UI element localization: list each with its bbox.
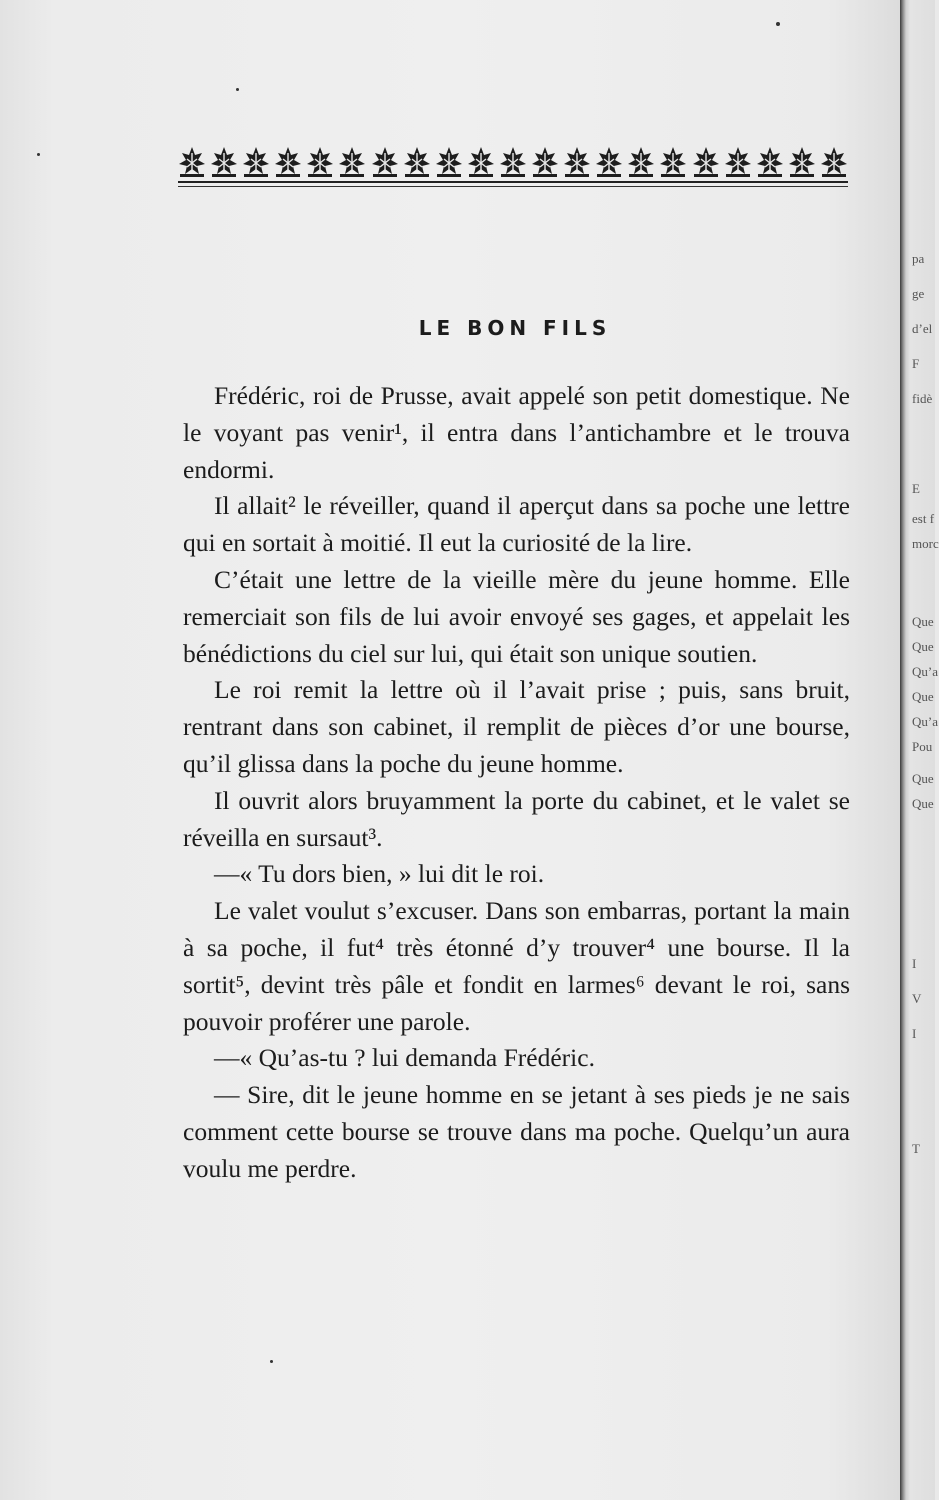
palmette-ornament-icon	[435, 145, 463, 179]
facing-page-fragment: F	[912, 356, 920, 371]
paragraph: Il allait² le réveiller, quand il aperçut dans sa poche une lettre qui en sortait à moitié. Il eut la curiosité de la lire.	[183, 491, 850, 558]
palmette-ornament-icon	[659, 145, 687, 179]
palmette-ornament-icon	[306, 145, 334, 179]
facing-page-fragment: I	[912, 956, 917, 971]
facing-page-fragment: Que	[912, 639, 934, 654]
header-rule-thin	[178, 186, 848, 187]
facing-page-fragment: Que	[912, 796, 934, 811]
palmette-ornament-icon	[820, 145, 848, 179]
print-speck	[776, 22, 780, 26]
paragraph: Le valet voulut s’excuser. Dans son embarras, portant la main à sa poche, il fut⁴ très étonné d’y trouver⁴ une bourse. Il la sortit⁵, devint très pâle et fondit en larmes⁶ devant le roi, sans pouvoir proférer une parole.	[183, 896, 850, 1036]
paragraph: C’était une lettre de la vieille mère du jeune homme. Elle remerciait son fils de lui avoir envoyé ses gages, et appelait les bénédictions du ciel sur lui, qui était son unique soutien.	[183, 564, 850, 668]
paragraph: —« Tu dors bien, » lui dit le roi.	[214, 859, 545, 889]
palmette-ornament-icon	[210, 145, 238, 179]
print-speck	[236, 88, 239, 91]
palmette-ornament-icon	[595, 145, 623, 179]
palmette-ornament-icon	[756, 145, 784, 179]
facing-page-fragment: Pou	[912, 739, 933, 754]
print-speck	[37, 153, 40, 156]
palmette-ornament-icon	[338, 145, 366, 179]
facing-page-fragment: est f	[912, 511, 935, 526]
palmette-ornament-icon	[531, 145, 559, 179]
facing-page-fragment: morc	[912, 536, 939, 551]
palmette-ornament-icon	[788, 145, 816, 179]
palmette-ornament-icon	[274, 145, 302, 179]
facing-page-fragment: d’el	[912, 321, 933, 336]
facing-page-fragment: Que	[912, 689, 934, 704]
paragraph: —« Qu’as-tu ? lui demanda Frédéric.	[214, 1043, 595, 1073]
palmette-ornament-icon	[467, 145, 495, 179]
palmette-ornament-icon	[499, 145, 527, 179]
palmette-ornament-icon	[178, 145, 206, 179]
story-body	[183, 378, 850, 1188]
palmette-ornament-icon	[403, 145, 431, 179]
facing-page-fragment: Que	[912, 614, 934, 629]
palmette-ornament-icon	[563, 145, 591, 179]
print-speck	[270, 1360, 273, 1363]
facing-page-fragment: Que	[912, 771, 934, 786]
paragraph: — Sire, dit le jeune homme en se jetant à ses pieds je ne sais comment cette bourse se trouve dans ma poche. Quelqu’un aura voulu me perdre.	[183, 1080, 850, 1183]
facing-page-fragment: ge	[912, 286, 925, 301]
paragraph: Il ouvrit alors bruyamment la porte du cabinet, et le valet se réveilla en sursaut³.	[183, 785, 850, 852]
facing-page-fragment: pa	[912, 251, 925, 266]
palmette-ornament-icon	[627, 145, 655, 179]
palmette-ornament-icon	[371, 145, 399, 179]
paragraph: Le roi remit la lettre où il l’avait prise ; puis, sans bruit, rentrant dans son cabinet, il remplit de pièces d’or une bourse, qu’il glissa dans la poche du jeune homme.	[183, 675, 850, 778]
palmette-ornament-icon	[242, 145, 270, 179]
facing-page-fragment: E	[912, 481, 920, 496]
paragraph: Frédéric, roi de Prusse, avait appelé son petit domestique. Ne le voyant pas venir¹, il entra dans l’antichambre et le trouva endormi.	[183, 381, 850, 484]
header-rule-thick	[178, 181, 848, 183]
facing-page-fragment: I	[912, 1026, 917, 1041]
header-ornament	[178, 143, 848, 179]
palmette-ornament-icon	[692, 145, 720, 179]
facing-page-fragment: Qu’a	[912, 664, 938, 679]
facing-page-fragment: fidè	[912, 391, 933, 406]
facing-page-fragment: V	[912, 991, 922, 1006]
story-title: LE BON FILS	[418, 316, 612, 340]
palmette-ornament-icon	[724, 145, 752, 179]
facing-page-fragment: Qu’a	[912, 714, 938, 729]
facing-page-fragment: T	[912, 1141, 920, 1156]
